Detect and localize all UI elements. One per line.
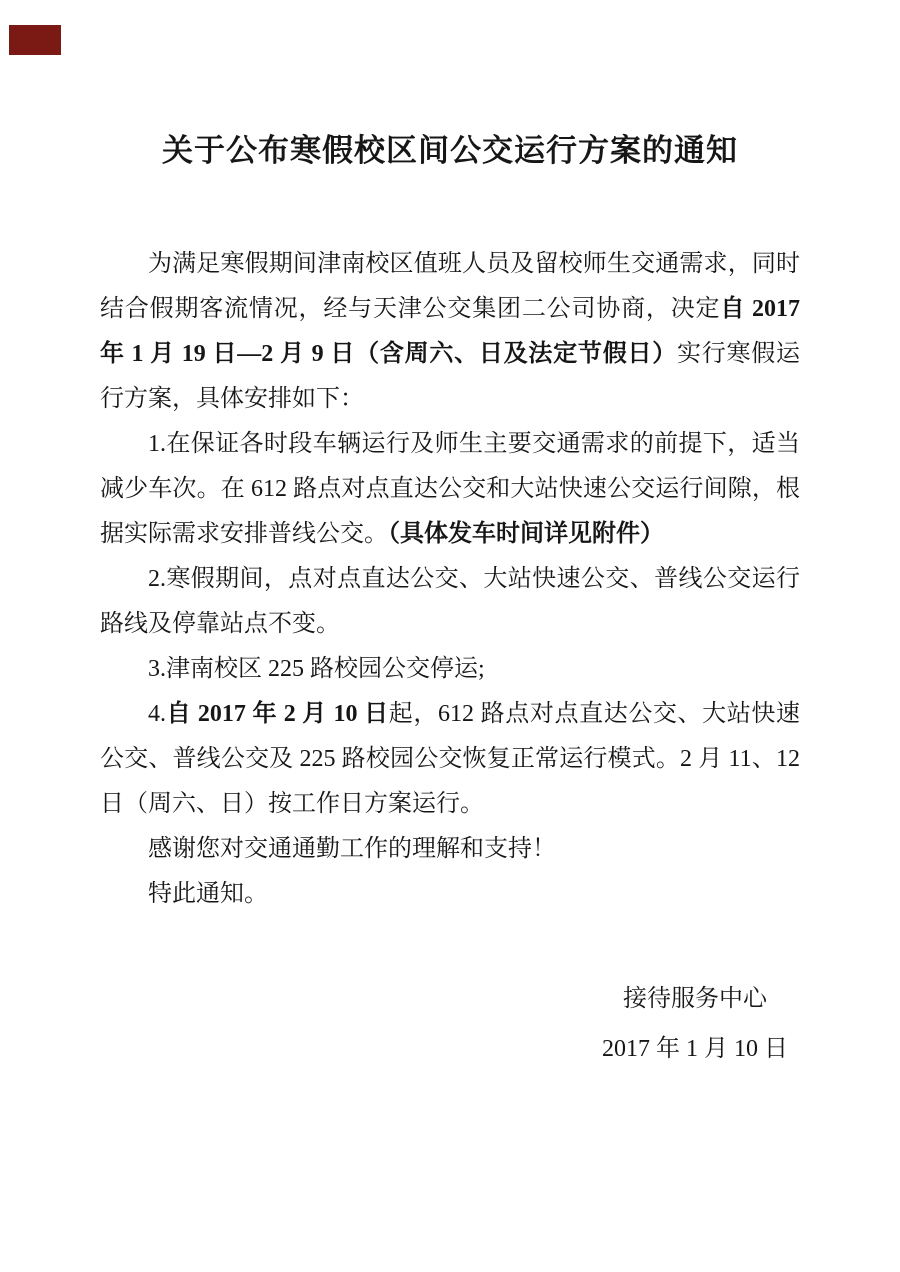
paragraph	[100, 692, 800, 827]
paragraph	[100, 647, 800, 692]
paragraph	[100, 242, 800, 422]
paragraph	[100, 827, 800, 872]
paragraph	[100, 422, 800, 557]
text-run: 特此通知。	[148, 881, 268, 907]
bold-text-run: （具体发车时间详见附件）	[388, 521, 664, 547]
paragraph	[100, 557, 800, 647]
signature-date: 2017 年 1 月 10 日	[602, 1036, 788, 1062]
text-run: 实行寒假运行方案，具体安排如下：	[100, 341, 801, 412]
signature-block	[555, 974, 835, 1074]
text-run: 为满足寒假期间津南校区值班人员及留校师生交通需求，同时结合假期客流情况，经与天津公交集团二公司协商，决定	[100, 251, 800, 322]
bold-text-run: 自 2017 年 1 月 19 日—2 月 9 日（含周六、日及法定节假日）	[100, 296, 801, 367]
document-body	[100, 242, 800, 917]
bold-text-run: 自 2017 年 2 月 10 日	[166, 701, 389, 727]
text-run: 2.寒假期间，点对点直达公交、大站快速公交、普线公交运行路线及停靠站点不变。	[100, 566, 800, 637]
text-run: 1.在保证各时段车辆运行及师生主要交通需求的前提下，适当减少车次。在 612 路点对点直达公交和大站快速公交运行间隙，根据实际需求安排普线公交。	[100, 431, 800, 547]
signature-name: 接待服务中心	[623, 986, 767, 1012]
paragraph	[100, 872, 800, 917]
red-corner-mark	[9, 25, 61, 55]
page-title: 关于公布寒假校区间公交运行方案的通知	[162, 133, 738, 168]
text-run: 3.津南校区 225 路校园公交停运;	[148, 656, 485, 682]
text-run: 感谢您对交通通勤工作的理解和支持！	[148, 836, 556, 862]
text-run: 4.	[148, 701, 166, 727]
text-run: 起，612 路点对点直达公交、大站快速公交、普线公交及 225 路校园公交恢复正常运行模式。2 月 11、12 日（周六、日）按工作日方案运行。	[100, 701, 801, 817]
